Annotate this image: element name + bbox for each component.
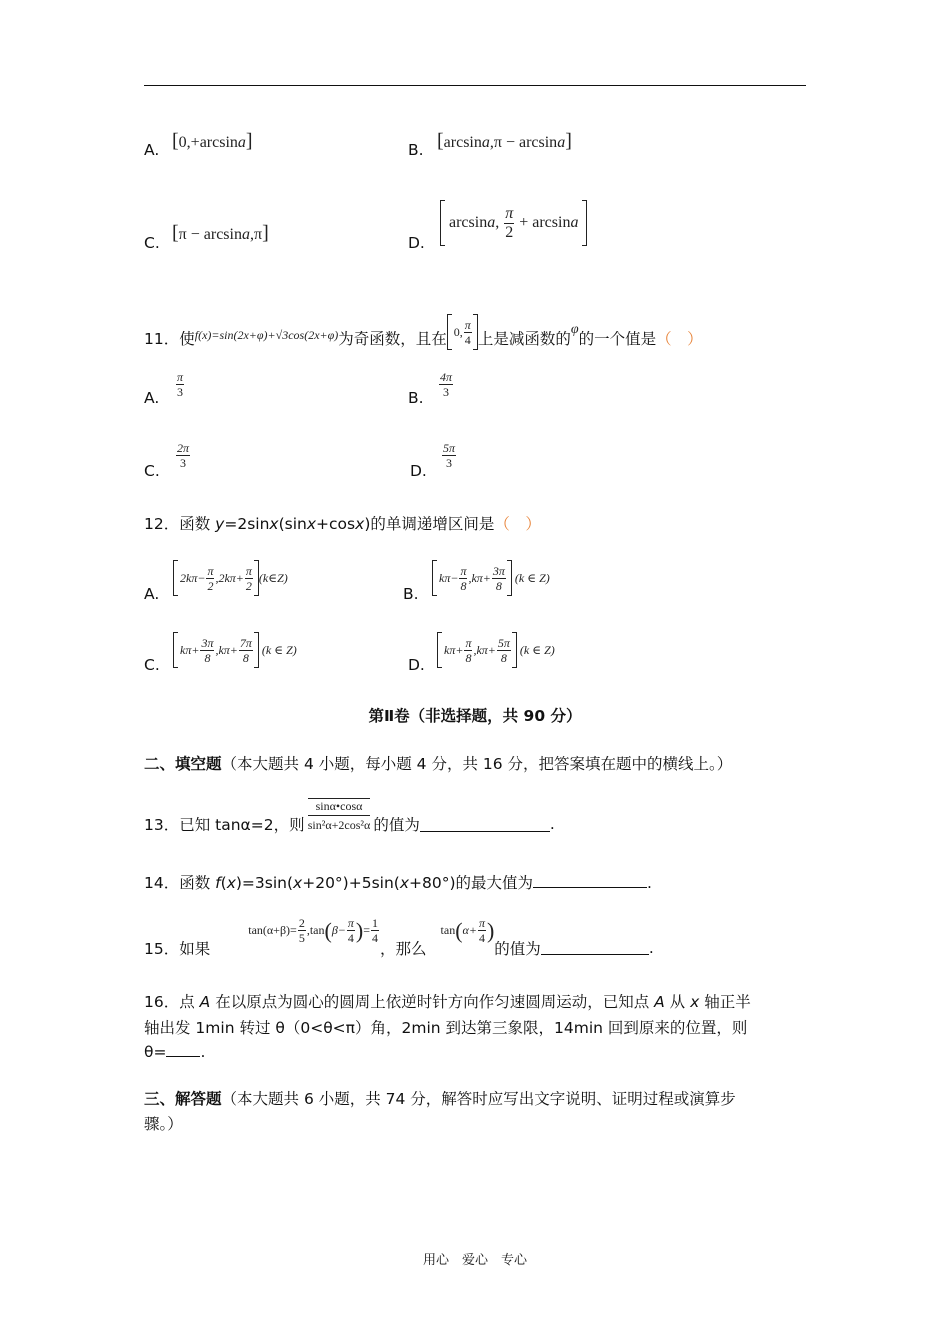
q12-option-d-label: D. (408, 656, 425, 674)
question-12-stem: 12．函数 y=2sinx(sinx+cosx)的单调递增区间是（ ） (144, 515, 541, 533)
q11-option-a-label: A. (144, 389, 160, 407)
section-3-heading: 三、解答题（本大题共 6 小题，共 74 分，解答时应写出文字说明、证明过程或演算步 (144, 1090, 736, 1108)
q10-option-d-expr: arcsina, $\frac{\pi}{2}$ + arcsina (440, 200, 587, 246)
question-13: 13．已知 tanα=2，则 sinα•cosα sin²α+2cos²α 的值为 . (144, 799, 555, 834)
q11-option-b-label: B. (408, 389, 424, 407)
q12-option-b-expr: kπ− $\frac{\pi}{8}$ ,kπ+ $\frac{3\pi}{8}$ (k ∈ Z) (432, 560, 550, 596)
question-11-stem: 11．使 f(x)=sin(2x+φ)+√3cos(2x+φ) 为奇函数，且在 0, $\frac{\pi}{4}$ 上是减函数的 φ 的一个值是 （ ） (144, 320, 703, 356)
q16-answer-blank[interactable] (166, 1042, 200, 1057)
q12-option-a-expr: 2kπ− $\frac{\pi}{2}$ ,2kπ+ $\frac{\pi}{2}$ (k∈Z) (173, 560, 288, 596)
q10-option-b-expr: [arcsina,π − arcsina] (437, 130, 572, 152)
part-2-title: 第Ⅱ卷（非选择题，共 90 分） (368, 707, 582, 725)
q11-option-c-label: C. (144, 462, 160, 480)
q10-option-b-label: B. (408, 141, 424, 159)
q12-option-c-label: C. (144, 656, 160, 674)
q12-option-c-expr: kπ+ $\frac{3\pi}{8}$ ,kπ+ $\frac{7\pi}{8}$ (k ∈ Z) (173, 632, 297, 668)
question-14: 14．函数 f(x)=3sin(x+20°)+5sin(x+80°)的最大值为 . (144, 874, 652, 892)
q10-option-a-expr: [0,+arcsina] (172, 130, 253, 152)
question-15: 15．如果 tan(α+β)= $\frac{2}{5}$ ,tan ( β− $\frac{\pi}{4}$ ) = $\frac{1}{4}$ ，那么 tan ( α+ $\frac{\pi}{4}$ ) 的值为 . (144, 916, 654, 958)
question-16-line-2: 轴出发 1min 转过 θ（0<θ<π）角，2min 到达第三象限，14min 回到原来的位置，则 (144, 1019, 748, 1037)
q11-option-b-frac: $\frac{4\pi}{3}$ (440, 370, 453, 399)
question-16-line-3: θ= . (144, 1043, 206, 1061)
q12-option-b-label: B. (403, 585, 419, 603)
q10-option-d-label: D. (408, 234, 425, 252)
section-2-heading: 二、填空题（本大题共 4 小题，每小题 4 分，共 16 分，把答案填在题中的横线上。） (144, 755, 733, 773)
q13-answer-blank[interactable] (420, 815, 550, 832)
q10-option-c-expr: [π − arcsina,π] (172, 222, 269, 244)
q10-option-a-label: A. (144, 141, 160, 159)
q12-option-d-expr: kπ+ $\frac{\pi}{8}$ ,kπ+ $\frac{5\pi}{8}$ (k ∈ Z) (437, 632, 555, 668)
page-footer: 用心 爱心 专心 (422, 1253, 527, 1268)
q10-option-c-label: C. (144, 234, 160, 252)
q15-answer-blank[interactable] (541, 940, 649, 955)
q14-answer-blank[interactable] (533, 873, 647, 888)
section-3-heading-cont: 骤。） (144, 1115, 183, 1133)
question-16-line-1: 16．点 A 在以原点为圆心的圆周上依逆时针方向作匀速圆周运动，已知点 A 从 x 轴正半 (144, 993, 751, 1011)
q11-option-c-frac: $\frac{2\pi}{3}$ (177, 441, 190, 470)
header-rule (144, 85, 806, 86)
q11-option-d-frac: $\frac{5\pi}{3}$ (443, 441, 456, 470)
q11-option-d-label: D. (410, 462, 427, 480)
q11-option-a-frac: $\frac{\pi}{3}$ (177, 370, 184, 399)
q12-option-a-label: A. (144, 585, 160, 603)
